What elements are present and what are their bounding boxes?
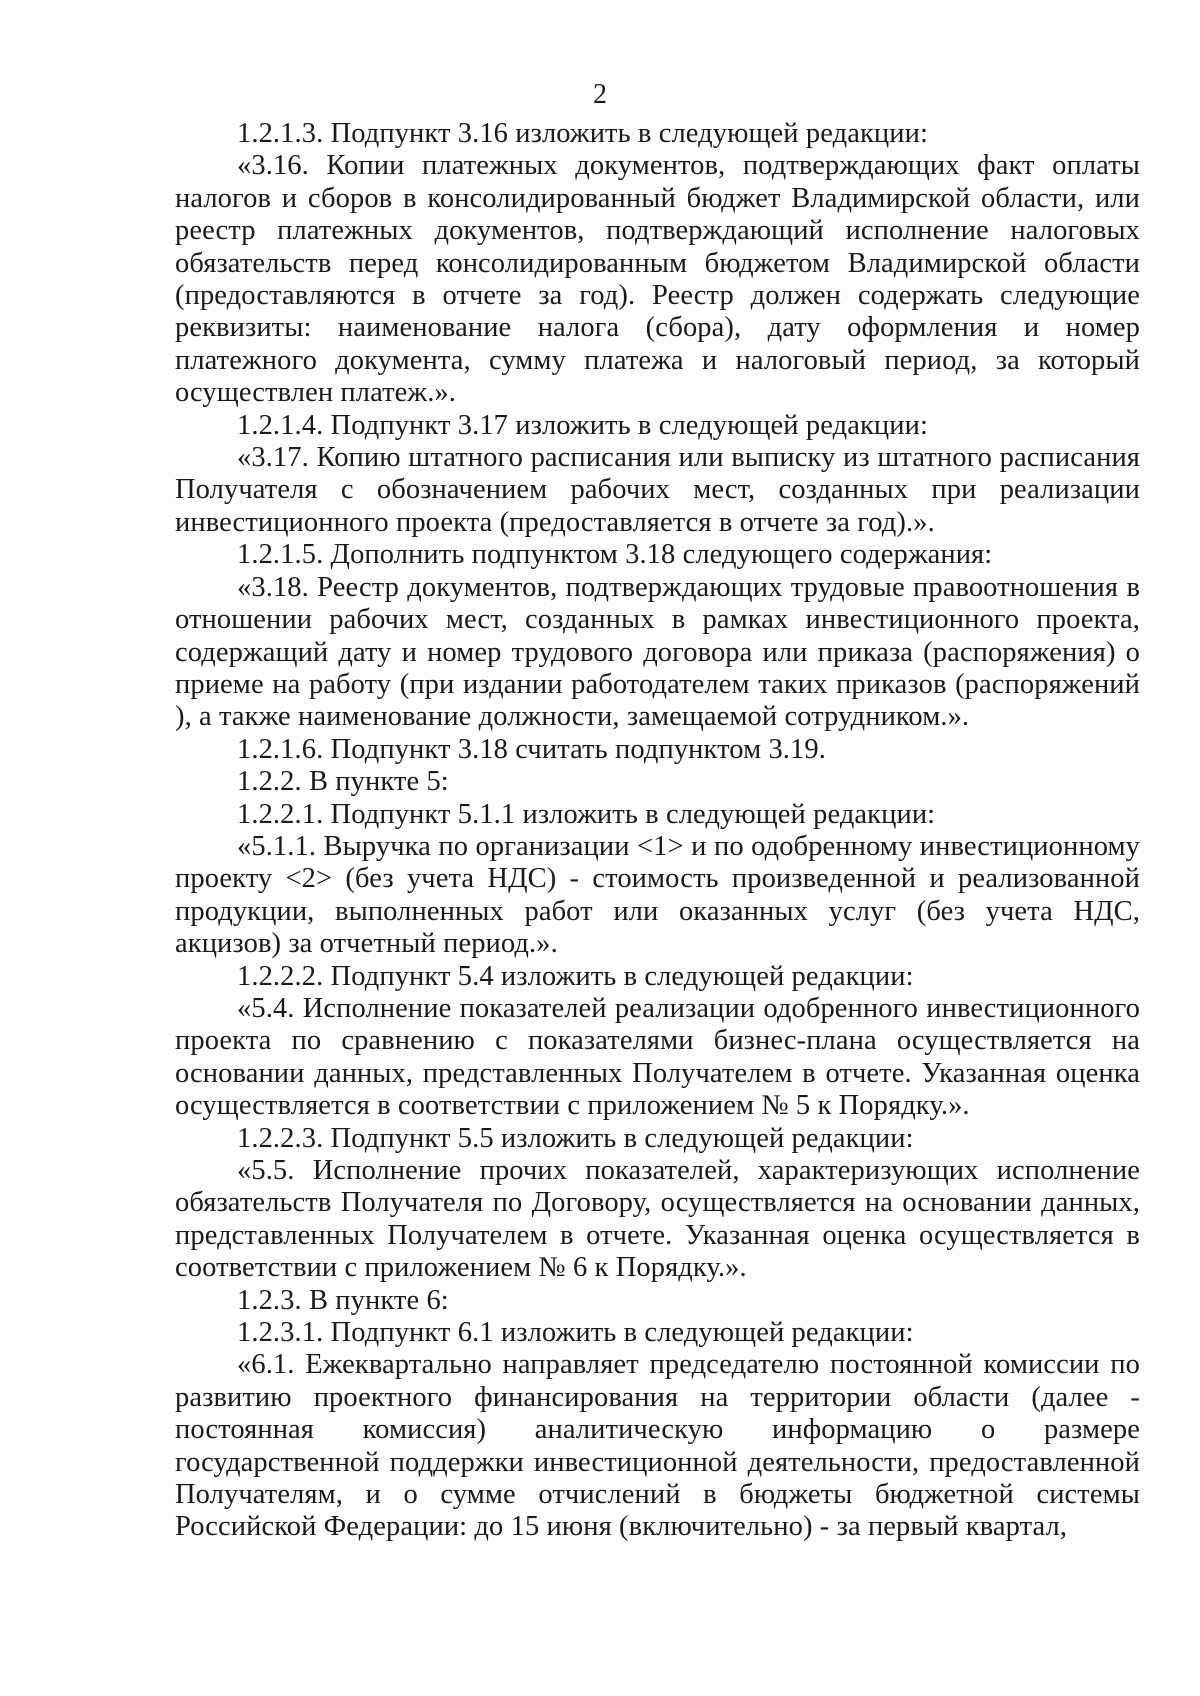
paragraph-1-2-1-5-heading: 1.2.1.5. Дополнить подпунктом 3.18 следующего содержания: [237, 539, 993, 571]
paragraph-1-2-1-4-heading: 1.2.1.4. Подпункт 3.17 изложить в следующей редакции: [237, 409, 928, 441]
page-number: 2 [593, 79, 607, 110]
paragraph-1-2-1-3-heading: 1.2.1.3. Подпункт 3.16 изложить в следующей редакции: [237, 118, 928, 149]
paragraph-5-1-1-text: «5.1.1. Выручка по организации <1> и по одобренному инвестиционному проекту <2> (без учета НДС) - стоимость произведенной и реализованной продукции, выполненных работ или оказанных услуг (без учета НДС, акцизов) за отчетный период.». [175, 830, 1140, 960]
paragraph-1-2-2-heading: 1.2.2. В пункте 5: [237, 766, 449, 798]
paragraph-1-2-1-6: 1.2.1.6. Подпункт 3.18 считать подпунктом 3.19. [237, 733, 826, 765]
paragraph-3-16-text: «3.16. Копии платежных документов, подтверждающих факт оплаты налогов и сборов в консолидированный бюджет Владимирской области, или реестр платежных документов, подтверждающий исполнение налоговых обязательств перед консолидированным бюджетом Владимирской области (предоставляются в отчете за год). Реестр должен содержать следующие реквизиты: наименование налога (сбора), дату оформления и номер платежного документа, сумму платежа и налоговый период, за который осуществлен платеж.». [175, 150, 1140, 409]
paragraph-3-17-text: «3.17. Копию штатного расписания или выписку из штатного расписания Получателя с обозначением рабочих мест, созданных при реализации инвестиционного проекта (предоставляется в отчете за год).». [175, 442, 1140, 538]
paragraph-5-4-text: «5.4. Исполнение показателей реализации одобренного инвестиционного проекта по сравнению с показателями бизнес-плана осуществляется на основании данных, представленных Получателем в отчете. Указанная оценка осуществляется в соответствии с приложением № 5 к Порядку.». [175, 992, 1140, 1122]
paragraph-1-2-2-3-heading: 1.2.2.3. Подпункт 5.5 изложить в следующей редакции: [237, 1122, 914, 1154]
paragraph-1-2-3-heading: 1.2.3. В пункте 6: [237, 1284, 449, 1316]
paragraph-1-2-2-1-heading: 1.2.2.1. Подпункт 5.1.1 изложить в следующей редакции: [237, 798, 936, 830]
paragraph-5-5-text: «5.5. Исполнение прочих показателей, характеризующих исполнение обязательств Получателя по Договору, осуществляется на основании данных, представленных Получателем в отчете. Указанная оценка осуществляется в соответствии с приложением № 6 к Порядку.». [175, 1155, 1140, 1284]
document-body [175, 118, 1140, 1544]
paragraph-3-18-text: «3.18. Реестр документов, подтверждающих трудовые правоотношения в отношении рабочих мест, созданных в рамках инвестиционного проекта, содержащий дату и номер трудового договора или приказа (распоряжения) о приеме на работу (при издании работодателем таких приказов (распоряжений ), а также наименование должности, замещаемой сотрудником.». [175, 571, 1140, 733]
paragraph-1-2-2-2-heading: 1.2.2.2. Подпункт 5.4 изложить в следующей редакции: [237, 960, 914, 992]
paragraph-1-2-3-1-heading: 1.2.3.1. Подпункт 6.1 изложить в следующей редакции: [237, 1317, 914, 1349]
paragraph-6-1-text: «6.1. Ежеквартально направляет председателю постоянной комиссии по развитию проектного финансирования на территории области (далее - постоянная комиссия) аналитическую информацию о размере государственной поддержки инвестиционной деятельности, предоставленной Получателям, и о сумме отчислений в бюджеты бюджетной системы Российской Федерации: до 15 июня (включительно) - за первый квартал, [175, 1349, 1140, 1543]
